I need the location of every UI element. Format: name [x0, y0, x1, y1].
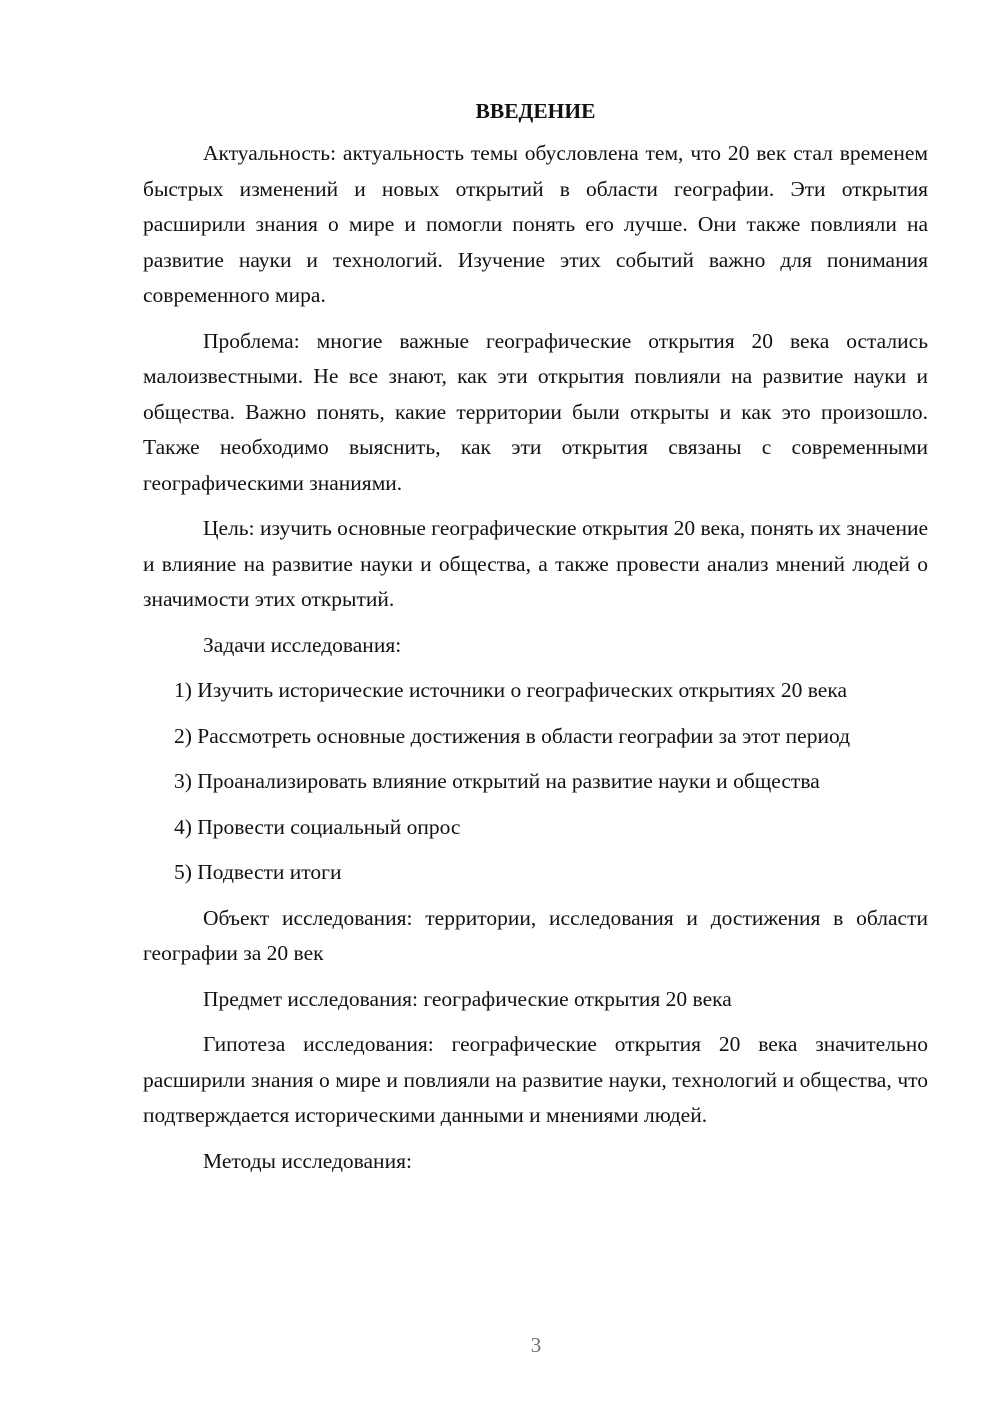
task-item-3: 3) Проанализировать влияние открытий на развитие науки и общества: [174, 769, 820, 793]
document-page: [143, 96, 928, 1189]
goal-paragraph: Цель: изучить основные географические открытия 20 века, понять их значение и влияние на развитие науки и общества, а также провести анализ мнений людей о значимости этих открытий.: [143, 516, 928, 611]
task-item-1: 1) Изучить исторические источники о географических открытиях 20 века: [174, 678, 848, 702]
problem-paragraph: Проблема: многие важные географические открытия 20 века остались малоизвестными. Не все знают, как эти открытия повлияли на развитие науки и общества. Важно понять, какие территории были открыты и как это произошло. Также необходимо выяснить, как эти открытия связаны с современными географическими знаниями.: [143, 328, 928, 495]
hypothesis-paragraph: Гипотеза исследования: географические открытия 20 века значительно расширили знания о мире и повлияли на развитие науки, технологий и общества, что подтверждается историческими данными и мнениями людей.: [143, 1032, 928, 1127]
task-item-4: 4) Провести социальный опрос: [174, 814, 461, 839]
task-item-5: 5) Подвести итоги: [174, 860, 342, 884]
page-number: 3: [530, 1333, 542, 1357]
tasks-heading: Задачи исследования:: [203, 632, 402, 657]
section-title: ВВЕДЕНИЕ: [475, 99, 596, 123]
subject-paragraph: Предмет исследования: географические открытия 20 века: [203, 986, 732, 1011]
task-item-2: 2) Рассмотреть основные достижения в области географии за этот период: [174, 723, 851, 748]
object-paragraph: Объект исследования: территории, исследования и достижения в области географии за 20 век: [143, 905, 928, 965]
relevance-paragraph: Актуальность: актуальность темы обусловлена тем, что 20 век стал временем быстрых изменений и новых открытий в области географии. Эти открытия расширили знания о мире и помогли понять его лучше. Они также повлияли на развитие науки и технологий. Изучение этих событий важно для понимания современного мира.: [143, 141, 928, 307]
methods-heading: Методы исследования:: [203, 1148, 412, 1173]
